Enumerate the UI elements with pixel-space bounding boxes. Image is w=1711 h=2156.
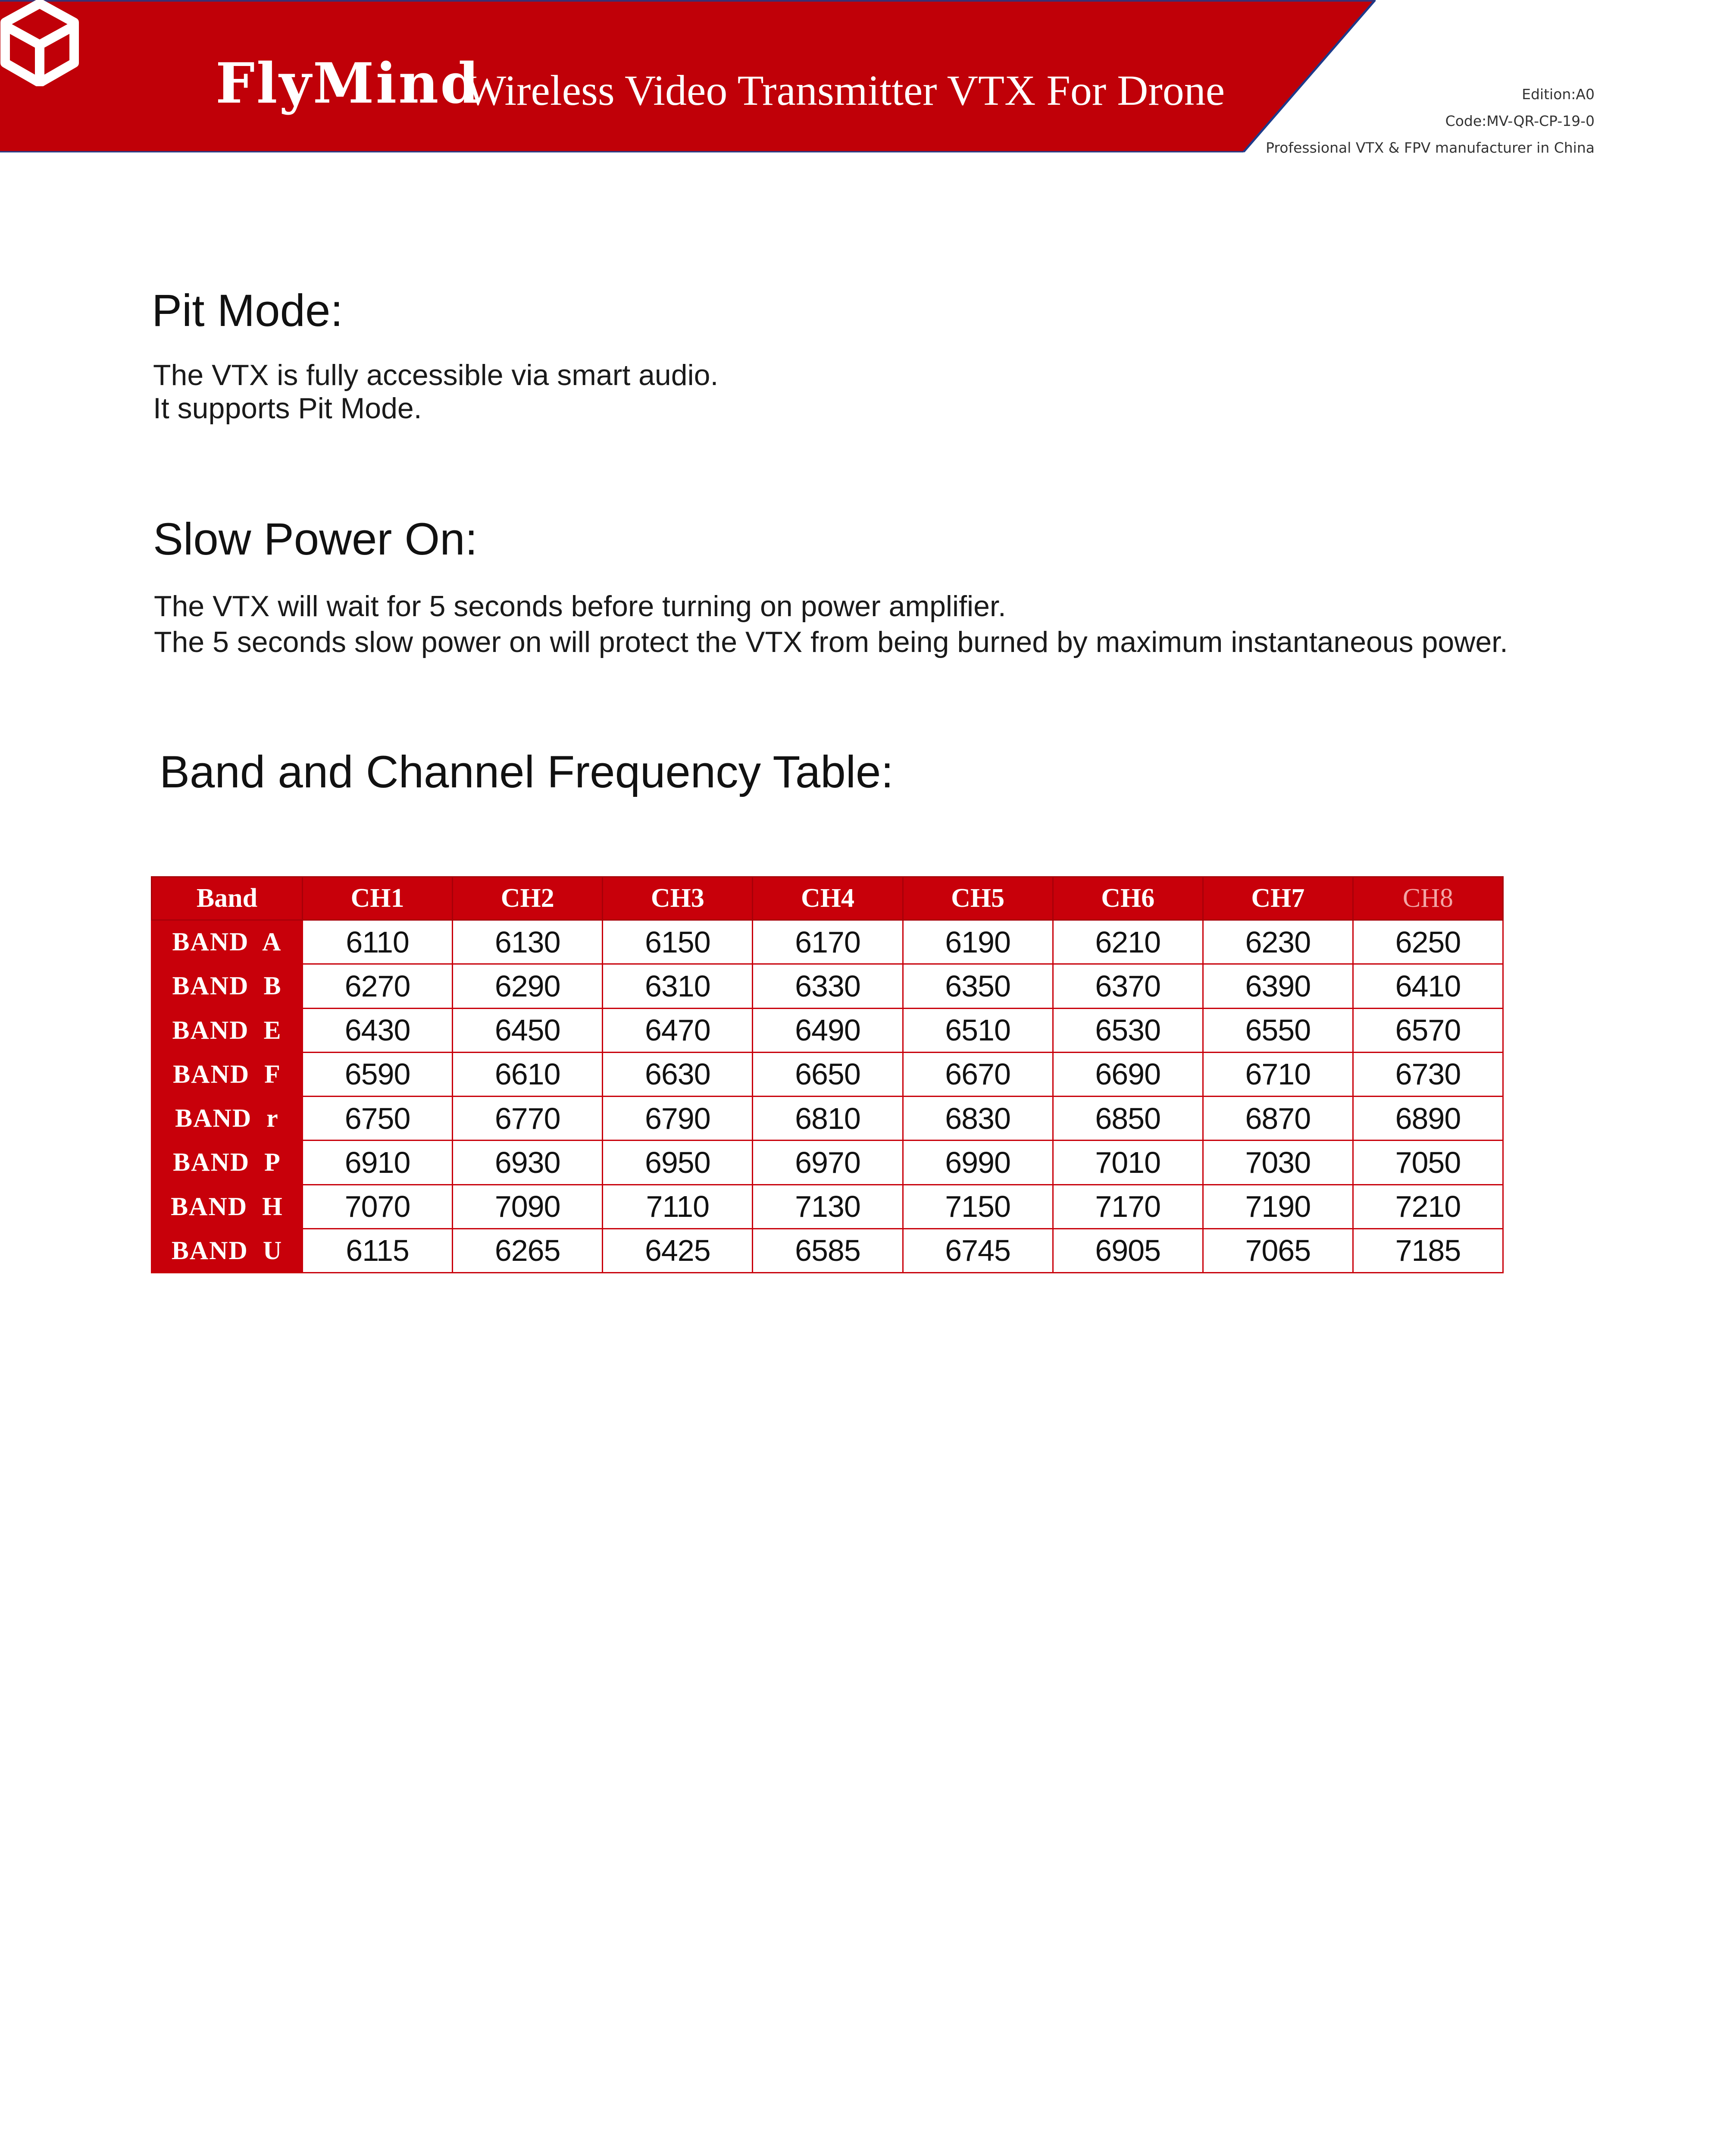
column-header-ch8: CH8 — [1353, 877, 1503, 920]
frequency-cell: 6890 — [1353, 1097, 1503, 1141]
column-header-ch5: CH5 — [903, 877, 1053, 920]
frequency-cell: 7070 — [303, 1185, 453, 1228]
band-label: BAND U — [152, 1228, 303, 1272]
frequency-cell: 6870 — [1203, 1097, 1353, 1141]
table-row — [152, 920, 1503, 964]
column-header-ch4: CH4 — [753, 877, 903, 920]
frequency-cell: 6630 — [603, 1052, 753, 1096]
frequency-cell: 7190 — [1203, 1185, 1353, 1228]
frequency-cell: 6410 — [1353, 964, 1503, 1008]
document-title: Wireless Video Transmitter VTX For Drone — [466, 66, 1225, 114]
frequency-cell: 6750 — [303, 1097, 453, 1141]
slow-power-line: The VTX will wait for 5 seconds before turning on power amplifier. — [154, 590, 1006, 623]
pit-mode-text — [153, 359, 718, 425]
column-header-band: Band — [152, 877, 303, 920]
frequency-cell: 6265 — [453, 1228, 603, 1272]
column-header-ch7: CH7 — [1203, 877, 1353, 920]
frequency-cell: 6470 — [603, 1008, 753, 1052]
table-row — [152, 1097, 1503, 1141]
frequency-cell: 6790 — [603, 1097, 753, 1141]
frequency-cell: 7065 — [1203, 1228, 1353, 1272]
frequency-cell: 7170 — [1053, 1185, 1203, 1228]
frequency-cell: 6350 — [903, 964, 1053, 1008]
band-label: BAND P — [152, 1141, 303, 1185]
frequency-cell: 6745 — [903, 1228, 1053, 1272]
frequency-cell: 6990 — [903, 1141, 1053, 1185]
frequency-cell: 6970 — [753, 1141, 903, 1185]
frequency-cell: 6670 — [903, 1052, 1053, 1096]
band-label: BAND E — [152, 1008, 303, 1052]
column-header-ch6: CH6 — [1053, 877, 1203, 920]
table-row — [152, 1185, 1503, 1228]
frequency-cell: 6905 — [1053, 1228, 1203, 1272]
frequency-cell: 6770 — [453, 1097, 603, 1141]
frequency-cell: 6430 — [303, 1008, 453, 1052]
frequency-cell: 6425 — [603, 1228, 753, 1272]
edition-label: Edition:A0 — [1522, 86, 1595, 103]
table-row — [152, 1228, 1503, 1272]
frequency-cell: 6115 — [303, 1228, 453, 1272]
frequency-cell: 6250 — [1353, 920, 1503, 964]
column-header-ch3: CH3 — [603, 877, 753, 920]
frequency-cell: 6390 — [1203, 964, 1353, 1008]
frequency-cell: 7010 — [1053, 1141, 1203, 1185]
frequency-cell: 6585 — [753, 1228, 903, 1272]
pit-mode-line: The VTX is fully accessible via smart audio. — [153, 359, 719, 392]
pit-mode-heading: Pit Mode: — [152, 285, 343, 336]
frequency-cell: 6850 — [1053, 1097, 1203, 1141]
table-row — [152, 1008, 1503, 1052]
brand-name: FlyMind — [216, 51, 481, 116]
frequency-cell: 6610 — [453, 1052, 603, 1096]
tagline: Professional VTX & FPV manufacturer in China — [1266, 139, 1595, 156]
column-header-ch2: CH2 — [453, 877, 603, 920]
frequency-cell: 6810 — [753, 1097, 903, 1141]
frequency-cell: 6510 — [903, 1008, 1053, 1052]
table-row — [152, 1141, 1503, 1185]
frequency-cell: 6490 — [753, 1008, 903, 1052]
band-label: BAND H — [152, 1185, 303, 1228]
frequency-cell: 6170 — [753, 920, 903, 964]
frequency-cell: 7110 — [603, 1185, 753, 1228]
table-header-row — [152, 877, 1503, 920]
frequency-table — [151, 876, 1504, 1273]
frequency-cell: 6190 — [903, 920, 1053, 964]
frequency-cell: 6950 — [603, 1141, 753, 1185]
frequency-cell: 6690 — [1053, 1052, 1203, 1096]
frequency-cell: 6710 — [1203, 1052, 1353, 1096]
band-label: BAND B — [152, 964, 303, 1008]
frequency-cell: 6150 — [603, 920, 753, 964]
frequency-cell: 6290 — [453, 964, 603, 1008]
frequency-cell: 6590 — [303, 1052, 453, 1096]
frequency-cell: 6650 — [753, 1052, 903, 1096]
document-meta — [1266, 81, 1595, 161]
frequency-cell: 6570 — [1353, 1008, 1503, 1052]
frequency-cell: 6270 — [303, 964, 453, 1008]
frequency-cell: 6230 — [1203, 920, 1353, 964]
frequency-cell: 6450 — [453, 1008, 603, 1052]
band-label: BAND A — [152, 920, 303, 964]
frequency-cell: 6910 — [303, 1141, 453, 1185]
frequency-cell: 7030 — [1203, 1141, 1353, 1185]
frequency-cell: 7185 — [1353, 1228, 1503, 1272]
code-label: Code:MV-QR-CP-19-0 — [1445, 113, 1595, 129]
band-label: BAND F — [152, 1052, 303, 1096]
table-body — [152, 920, 1503, 1273]
frequency-cell: 6730 — [1353, 1052, 1503, 1096]
frequency-cell: 6550 — [1203, 1008, 1353, 1052]
frequency-cell: 7090 — [453, 1185, 603, 1228]
table-row — [152, 1052, 1503, 1096]
frequency-cell: 6930 — [453, 1141, 603, 1185]
frequency-cell: 7150 — [903, 1185, 1053, 1228]
slow-power-heading: Slow Power On: — [153, 514, 478, 564]
frequency-cell: 6130 — [453, 920, 603, 964]
frequency-cell: 7210 — [1353, 1185, 1503, 1228]
frequency-cell: 6310 — [603, 964, 753, 1008]
frequency-cell: 6210 — [1053, 920, 1203, 964]
slow-power-line: The 5 seconds slow power on will protect the VTX from being burned by maximum instantaneous power. — [154, 626, 1508, 658]
pit-mode-line: It supports Pit Mode. — [153, 392, 422, 425]
frequency-cell: 6370 — [1053, 964, 1203, 1008]
frequency-cell: 6110 — [303, 920, 453, 964]
table-row — [152, 964, 1503, 1008]
slow-power-text — [154, 589, 1508, 660]
column-header-ch1: CH1 — [303, 877, 453, 920]
frequency-cell: 7050 — [1353, 1141, 1503, 1185]
frequency-cell: 6530 — [1053, 1008, 1203, 1052]
hexagon-cube-logo-icon — [0, 0, 80, 86]
band-label: BAND r — [152, 1097, 303, 1141]
frequency-cell: 7130 — [753, 1185, 903, 1228]
frequency-cell: 6830 — [903, 1097, 1053, 1141]
frequency-table-heading: Band and Channel Frequency Table: — [160, 747, 894, 797]
frequency-cell: 6330 — [753, 964, 903, 1008]
